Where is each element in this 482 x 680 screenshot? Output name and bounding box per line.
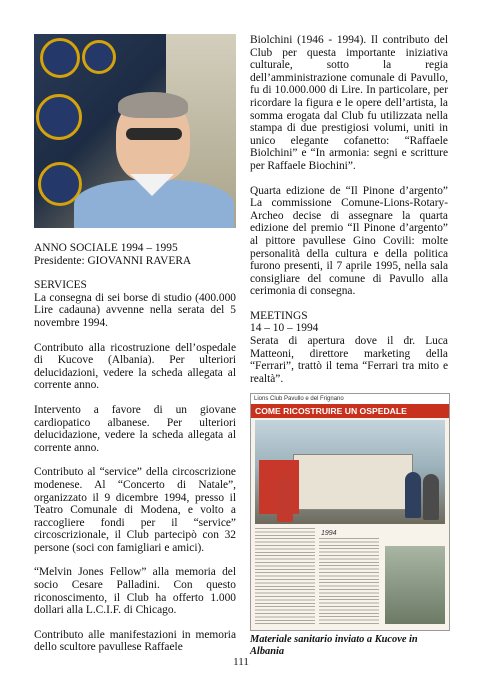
clipping-title: COME RICOSTRUIRE UN OSPEDALE [251, 404, 449, 418]
page-number: 111 [233, 656, 249, 668]
clipping-thumbnail [385, 546, 445, 624]
text-column [255, 528, 315, 624]
left-column [34, 34, 236, 654]
person [405, 472, 421, 518]
services-heading: SERVICES [34, 279, 87, 292]
person [277, 476, 293, 522]
lions-badge [36, 94, 82, 140]
truck [293, 454, 413, 510]
hair [118, 92, 188, 118]
social-year: ANNO SOCIALE 1994 – 1995 [34, 242, 178, 254]
service-paragraph: “Melvin Jones Fellow” alla memoria del socio Cesare Palladini. Con questo riconoscimento, il Club ha offerto 1.000 dollari alla L.C.I.F. di Chicago. [34, 566, 236, 617]
text-column [319, 538, 379, 624]
person [423, 474, 439, 520]
service-paragraph: Contributo alla ricostruzione dell’ospedale di Kucove (Albania). Per ulteriori delucidazioni, vedere la scheda allegata al corrente anno. [34, 341, 236, 392]
meetings-heading: MEETINGS [250, 309, 308, 322]
meeting-date: 14 – 10 – 1994 [250, 322, 319, 335]
continued-paragraph: Biolchini (1946 - 1994). Il contributo del Club per questa importante iniziativa culturale, sotto la regia dell’amministrazione comunale di Pavullo, fu di 10.000.000 di Lire. In particolare, per ricordare la figura e le opere dell’artista, la somma erogata dal Club fu utilizzata nella stampa di due prestigiosi volumi, uniti in unico elegante cofanetto: “Raffaele Biolchini” e “In armonia: segni e scritture per Raffaele Biochini”. [250, 34, 448, 172]
lions-badge [40, 38, 80, 78]
service-paragraph: Intervento a favore di un giovane cardiopatico albanese. Per ulteriori delucidazione, vedere la scheda allegata al corrente anno. [34, 403, 236, 454]
pinone-paragraph: Quarta edizione de “Il Pinone d’argento” La commissione Comune-Lions-Rotary-Archeo decise di assegnare la quarta edizione del premio “Il Pinone d’argento” al pittore pavullese Gino Covili: molte personalità della cultura e della politica furono presenti, il 7 aprile 1995, nella sala consigliare del comune di Pavullo alla cerimonia di consegna. [250, 184, 448, 298]
service-paragraph: Contributo alle manifestazioni in memoria dello scultore pavullese Raffaele [34, 628, 236, 654]
clipping-banner: Lions Club Pavullo e del Frignano [251, 394, 449, 404]
president-line: Presidente: GIOVANNI RAVERA [34, 254, 192, 267]
right-column [250, 34, 448, 669]
newspaper-clipping [250, 393, 450, 631]
service-paragraph: La consegna di sei borse di studio (400.000 Lire cadauna) avvenne nella serata del 5 novembre 1994. [34, 291, 236, 329]
lions-badge [82, 40, 116, 74]
clipping-photo [255, 420, 445, 524]
sunglasses [126, 128, 182, 140]
clipping-date: 1994 [321, 530, 337, 538]
service-paragraph: Contributo al “service” della circoscrizione modenese. Al “Concerto di Natale”, organizzato il 9 dicembre 1994, presso il Teatro Comunale di Modena, e volto a raccogliere fondi per il “service” circoscrizionale, il Club partecipò con 32 persone (soci con famigliari e amici). [34, 466, 236, 554]
meeting-text: Serata di apertura dove il dr. Luca Matteoni, direttore marketing della “Ferrari”, trattò il tema “Ferrari tra mito e realtà”. [250, 335, 448, 385]
president-photo [34, 34, 236, 228]
clipping-text [255, 528, 445, 624]
figure-caption: Materiale sanitario inviato a Kucove in Albania [250, 634, 418, 658]
